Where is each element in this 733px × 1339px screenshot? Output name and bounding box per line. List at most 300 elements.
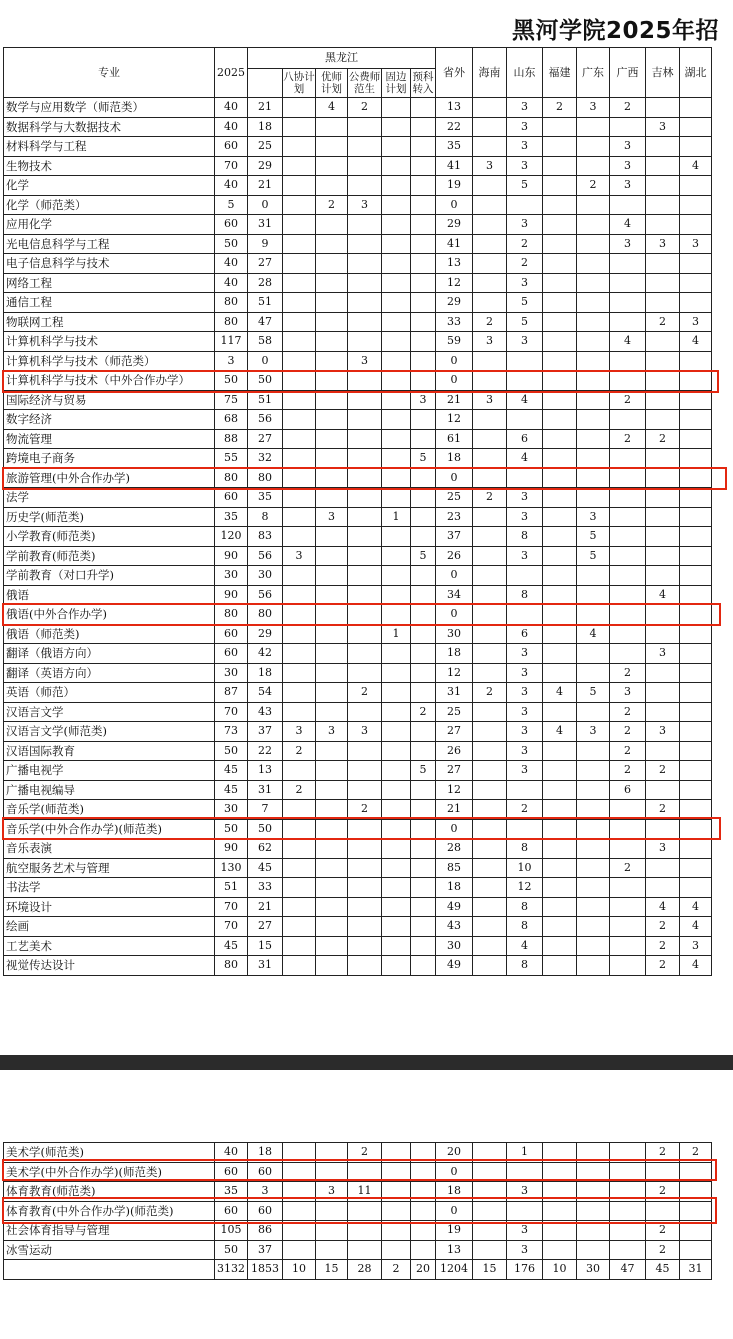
count-cell: [577, 195, 610, 215]
count-cell: [646, 858, 680, 878]
count-cell: 35: [248, 488, 283, 508]
count-cell: [680, 683, 712, 703]
count-cell: [543, 663, 577, 683]
count-cell: [473, 429, 507, 449]
count-cell: 4: [507, 449, 543, 469]
major-name-cell: 国际经济与贸易: [4, 390, 215, 410]
count-cell: 18: [248, 663, 283, 683]
count-cell: 2: [610, 98, 646, 118]
count-cell: 60: [215, 137, 248, 157]
count-cell: 2: [610, 663, 646, 683]
header-sub: 公费师范生: [348, 69, 382, 98]
count-cell: 3: [507, 546, 543, 566]
count-cell: [543, 215, 577, 235]
count-cell: [610, 254, 646, 274]
count-cell: [610, 1201, 646, 1221]
count-cell: [543, 156, 577, 176]
count-cell: 2: [543, 98, 577, 118]
count-cell: [316, 234, 348, 254]
count-cell: [577, 410, 610, 430]
count-cell: 0: [436, 1162, 473, 1182]
count-cell: [543, 429, 577, 449]
count-cell: [543, 878, 577, 898]
count-cell: [283, 371, 316, 391]
count-cell: [507, 1201, 543, 1221]
count-cell: [316, 527, 348, 547]
count-cell: [382, 117, 411, 137]
header-province: 省外: [436, 48, 473, 98]
count-cell: [646, 566, 680, 586]
count-cell: [348, 761, 382, 781]
count-cell: 10: [543, 1260, 577, 1280]
major-name-cell: 翻译（英语方向）: [4, 663, 215, 683]
count-cell: 2: [610, 722, 646, 742]
count-cell: [680, 1221, 712, 1241]
count-cell: 70: [215, 917, 248, 937]
count-cell: [680, 566, 712, 586]
count-cell: [610, 585, 646, 605]
count-cell: [283, 1182, 316, 1202]
count-cell: 21: [436, 800, 473, 820]
count-cell: [348, 234, 382, 254]
count-cell: [507, 566, 543, 586]
count-cell: [473, 936, 507, 956]
count-cell: [411, 234, 436, 254]
count-cell: [348, 956, 382, 976]
count-cell: 51: [248, 293, 283, 313]
count-cell: [543, 390, 577, 410]
count-cell: 27: [436, 761, 473, 781]
table-row: [4, 897, 712, 917]
count-cell: 40: [215, 273, 248, 293]
count-cell: 40: [215, 176, 248, 196]
count-cell: [283, 507, 316, 527]
count-cell: [577, 1162, 610, 1182]
major-name-cell: 计算机科学与技术: [4, 332, 215, 352]
count-cell: [680, 176, 712, 196]
count-cell: 0: [436, 566, 473, 586]
count-cell: 20: [411, 1260, 436, 1280]
count-cell: [316, 644, 348, 664]
count-cell: 51: [248, 390, 283, 410]
table-row: [4, 273, 712, 293]
count-cell: 61: [436, 429, 473, 449]
table-row: [4, 644, 712, 664]
count-cell: [680, 663, 712, 683]
count-cell: [316, 390, 348, 410]
count-cell: [316, 858, 348, 878]
count-cell: [316, 273, 348, 293]
count-cell: [382, 741, 411, 761]
count-cell: 2: [283, 780, 316, 800]
count-cell: 2: [507, 800, 543, 820]
header-province: 广东: [577, 48, 610, 98]
count-cell: [283, 312, 316, 332]
count-cell: [283, 488, 316, 508]
count-cell: 6: [610, 780, 646, 800]
count-cell: [348, 936, 382, 956]
count-cell: [283, 644, 316, 664]
count-cell: [610, 546, 646, 566]
count-cell: [646, 449, 680, 469]
count-cell: [382, 780, 411, 800]
count-cell: 90: [215, 839, 248, 859]
count-cell: 3: [507, 488, 543, 508]
count-cell: [577, 566, 610, 586]
count-cell: 1: [382, 624, 411, 644]
count-cell: 176: [507, 1260, 543, 1280]
count-cell: [610, 293, 646, 313]
count-cell: 35: [436, 137, 473, 157]
count-cell: [473, 273, 507, 293]
count-cell: [610, 351, 646, 371]
major-name-cell: 音乐学(师范类): [4, 800, 215, 820]
count-cell: 5: [411, 761, 436, 781]
count-cell: [283, 624, 316, 644]
count-cell: 1853: [248, 1260, 283, 1280]
count-cell: 2: [348, 98, 382, 118]
count-cell: 15: [248, 936, 283, 956]
major-name-cell: 法学: [4, 488, 215, 508]
major-name-cell: 绘画: [4, 917, 215, 937]
count-cell: [680, 429, 712, 449]
count-cell: [473, 858, 507, 878]
count-cell: [348, 312, 382, 332]
major-name-cell: 化学（师范类）: [4, 195, 215, 215]
count-cell: [316, 800, 348, 820]
count-cell: 18: [436, 644, 473, 664]
count-cell: 4: [507, 390, 543, 410]
count-cell: [610, 917, 646, 937]
count-cell: [610, 1240, 646, 1260]
count-cell: [680, 800, 712, 820]
count-cell: 50: [248, 819, 283, 839]
count-cell: 6: [507, 429, 543, 449]
count-cell: [411, 683, 436, 703]
table-row: [4, 566, 712, 586]
count-cell: [646, 1162, 680, 1182]
count-cell: [411, 917, 436, 937]
count-cell: [680, 195, 712, 215]
count-cell: 42: [248, 644, 283, 664]
count-cell: [411, 332, 436, 352]
count-cell: 3: [348, 722, 382, 742]
count-cell: [680, 1162, 712, 1182]
count-cell: [543, 137, 577, 157]
count-cell: 4: [646, 897, 680, 917]
count-cell: [316, 488, 348, 508]
count-cell: 45: [215, 761, 248, 781]
count-cell: [543, 410, 577, 430]
count-cell: 3: [507, 644, 543, 664]
count-cell: [411, 176, 436, 196]
count-cell: 2: [610, 761, 646, 781]
count-cell: [382, 839, 411, 859]
count-cell: [543, 254, 577, 274]
count-cell: 56: [248, 410, 283, 430]
count-cell: 27: [436, 722, 473, 742]
count-cell: [680, 722, 712, 742]
count-cell: [680, 117, 712, 137]
count-cell: 3: [507, 332, 543, 352]
count-cell: [382, 215, 411, 235]
major-name-cell: 旅游管理(中外合作办学): [4, 468, 215, 488]
major-name-cell: 物流管理: [4, 429, 215, 449]
major-name-cell: 学前教育(师范类): [4, 546, 215, 566]
count-cell: [283, 176, 316, 196]
count-cell: [680, 410, 712, 430]
count-cell: [473, 1201, 507, 1221]
count-cell: 3: [507, 156, 543, 176]
count-cell: 55: [215, 449, 248, 469]
count-cell: 3: [507, 1221, 543, 1241]
count-cell: [382, 585, 411, 605]
table-row: [4, 1201, 712, 1221]
count-cell: [411, 878, 436, 898]
count-cell: 13: [248, 761, 283, 781]
count-cell: [283, 293, 316, 313]
major-name-cell: 社会体育指导与管理: [4, 1221, 215, 1241]
count-cell: 3: [248, 1182, 283, 1202]
count-cell: 54: [248, 683, 283, 703]
count-cell: 2: [646, 761, 680, 781]
count-cell: 2: [316, 195, 348, 215]
count-cell: 60: [215, 215, 248, 235]
table-row: [4, 936, 712, 956]
major-name-cell: 翻译（俄语方向）: [4, 644, 215, 664]
count-cell: 2: [382, 1260, 411, 1280]
count-cell: 3: [473, 156, 507, 176]
count-cell: 29: [436, 215, 473, 235]
count-cell: [348, 741, 382, 761]
count-cell: [316, 429, 348, 449]
count-cell: [646, 507, 680, 527]
count-cell: 3: [507, 663, 543, 683]
count-cell: [646, 390, 680, 410]
count-cell: 3: [646, 644, 680, 664]
count-cell: [411, 488, 436, 508]
count-cell: [473, 878, 507, 898]
count-cell: 4: [646, 585, 680, 605]
count-cell: 31: [436, 683, 473, 703]
count-cell: [543, 761, 577, 781]
count-cell: [283, 215, 316, 235]
count-cell: [543, 741, 577, 761]
count-cell: [382, 156, 411, 176]
count-cell: 83: [248, 527, 283, 547]
count-cell: [680, 546, 712, 566]
count-cell: [473, 722, 507, 742]
count-cell: [382, 683, 411, 703]
table-row: [4, 371, 712, 391]
count-cell: [382, 1221, 411, 1241]
count-cell: [543, 839, 577, 859]
count-cell: [316, 624, 348, 644]
count-cell: 2: [507, 234, 543, 254]
count-cell: [543, 468, 577, 488]
major-name-cell: 体育教育(师范类): [4, 1182, 215, 1202]
count-cell: 10: [507, 858, 543, 878]
count-cell: [473, 371, 507, 391]
count-cell: [507, 468, 543, 488]
count-cell: 33: [436, 312, 473, 332]
count-cell: [473, 527, 507, 547]
count-cell: [283, 468, 316, 488]
table-row: [4, 702, 712, 722]
count-cell: [577, 312, 610, 332]
count-cell: [646, 741, 680, 761]
count-cell: 4: [680, 956, 712, 976]
count-cell: 3: [283, 722, 316, 742]
count-cell: [577, 741, 610, 761]
count-cell: 3: [473, 332, 507, 352]
count-cell: 5: [577, 527, 610, 547]
count-cell: 3: [316, 507, 348, 527]
count-cell: [411, 663, 436, 683]
count-cell: 11: [348, 1182, 382, 1202]
count-cell: [543, 546, 577, 566]
count-cell: [577, 663, 610, 683]
count-cell: 90: [215, 585, 248, 605]
count-cell: [543, 195, 577, 215]
count-cell: [382, 644, 411, 664]
count-cell: [348, 1240, 382, 1260]
count-cell: [316, 468, 348, 488]
count-cell: [348, 1162, 382, 1182]
count-cell: 60: [215, 624, 248, 644]
count-cell: [382, 390, 411, 410]
count-cell: 5: [507, 293, 543, 313]
count-cell: [382, 312, 411, 332]
major-name-cell: 广播电视编导: [4, 780, 215, 800]
count-cell: [382, 332, 411, 352]
count-cell: 0: [436, 351, 473, 371]
count-cell: [283, 527, 316, 547]
count-cell: 3: [507, 1240, 543, 1260]
count-cell: [382, 195, 411, 215]
count-cell: 9: [248, 234, 283, 254]
count-cell: [610, 468, 646, 488]
count-cell: [577, 1182, 610, 1202]
count-cell: [382, 429, 411, 449]
count-cell: 12: [436, 663, 473, 683]
count-cell: [610, 605, 646, 625]
count-cell: [610, 507, 646, 527]
count-cell: 13: [436, 98, 473, 118]
count-cell: 4: [680, 156, 712, 176]
count-cell: 41: [436, 156, 473, 176]
table-row: [4, 410, 712, 430]
major-name-cell: 物联网工程: [4, 312, 215, 332]
count-cell: [348, 1221, 382, 1241]
count-cell: [473, 117, 507, 137]
count-cell: 88: [215, 429, 248, 449]
count-cell: [348, 780, 382, 800]
count-cell: [577, 956, 610, 976]
major-name-cell: 体育教育(中外合作办学)(师范类): [4, 1201, 215, 1221]
count-cell: 27: [248, 429, 283, 449]
count-cell: [543, 176, 577, 196]
count-cell: [610, 449, 646, 469]
major-name-cell: 汉语国际教育: [4, 741, 215, 761]
table-row: [4, 1182, 712, 1202]
count-cell: [283, 566, 316, 586]
count-cell: 18: [436, 449, 473, 469]
count-cell: [382, 858, 411, 878]
count-cell: [680, 741, 712, 761]
count-cell: [316, 332, 348, 352]
count-cell: [348, 429, 382, 449]
major-name-cell: 航空服务艺术与管理: [4, 858, 215, 878]
count-cell: [646, 605, 680, 625]
count-cell: [543, 332, 577, 352]
count-cell: 1: [382, 507, 411, 527]
count-cell: [577, 1201, 610, 1221]
count-cell: 73: [215, 722, 248, 742]
page-title: 黑河学院2025年招: [512, 18, 720, 44]
count-cell: [382, 800, 411, 820]
count-cell: [348, 839, 382, 859]
count-cell: 19: [436, 176, 473, 196]
count-cell: [473, 293, 507, 313]
count-cell: [543, 293, 577, 313]
major-name-cell: 工艺美术: [4, 936, 215, 956]
header-heilongjiang: 黑龙江: [248, 48, 436, 69]
count-cell: [543, 585, 577, 605]
count-cell: 2: [646, 1240, 680, 1260]
count-cell: [610, 195, 646, 215]
count-cell: [680, 780, 712, 800]
count-cell: [283, 663, 316, 683]
table-row: [4, 117, 712, 137]
count-cell: 90: [215, 546, 248, 566]
count-cell: 5: [577, 546, 610, 566]
count-cell: [577, 839, 610, 859]
count-cell: 28: [348, 1260, 382, 1280]
count-cell: [283, 351, 316, 371]
count-cell: [577, 1240, 610, 1260]
count-cell: 32: [248, 449, 283, 469]
count-cell: 2: [473, 312, 507, 332]
admission-plan-table: [3, 47, 712, 976]
count-cell: 15: [473, 1260, 507, 1280]
count-cell: [411, 273, 436, 293]
count-cell: [543, 956, 577, 976]
count-cell: [348, 449, 382, 469]
count-cell: 29: [436, 293, 473, 313]
count-cell: [473, 468, 507, 488]
header-province: 吉林: [646, 48, 680, 98]
table-row: [4, 527, 712, 547]
count-cell: 50: [215, 234, 248, 254]
count-cell: [283, 897, 316, 917]
count-cell: [577, 917, 610, 937]
count-cell: [543, 371, 577, 391]
count-cell: 31: [680, 1260, 712, 1280]
count-cell: [411, 410, 436, 430]
count-cell: 18: [436, 1182, 473, 1202]
count-cell: [348, 566, 382, 586]
major-name-cell: 俄语: [4, 585, 215, 605]
count-cell: [411, 819, 436, 839]
count-cell: [646, 819, 680, 839]
count-cell: [283, 273, 316, 293]
count-cell: [348, 117, 382, 137]
count-cell: [348, 390, 382, 410]
count-cell: [411, 371, 436, 391]
count-cell: [577, 761, 610, 781]
count-cell: [577, 858, 610, 878]
